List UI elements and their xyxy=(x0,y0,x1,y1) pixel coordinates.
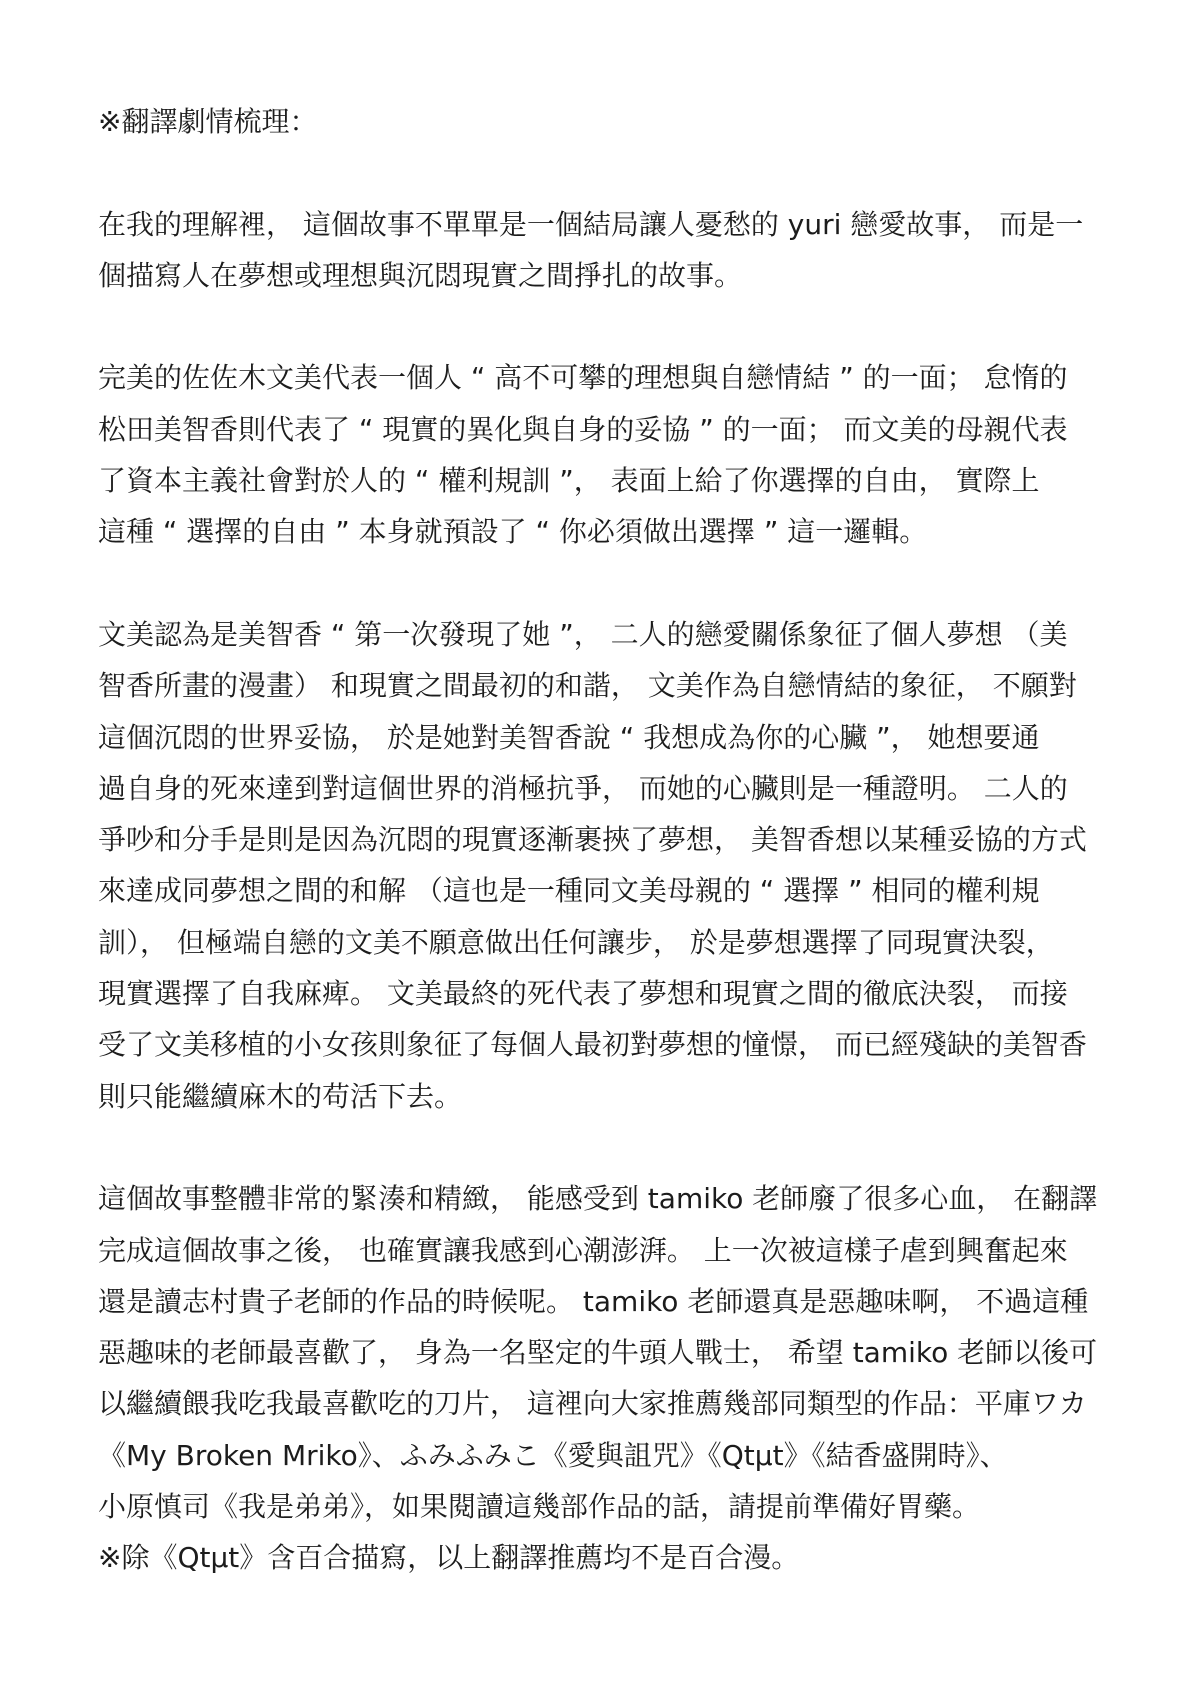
text-line: 爭吵和分手是則是因為沉悶的現實逐漸裹挾了夢想， 美智香想以某種妥協的方式 xyxy=(98,823,1087,857)
text-line: 松田美智香則代表了 “ 現實的異化與自身的妥協 ” 的一面； 而文美的母親代表 xyxy=(98,412,1068,446)
text-line: 訓）， 但極端自戀的文美不願意做出任何讓步， 於是夢想選擇了同現實決裂， xyxy=(98,925,1054,959)
paragraph-spacer xyxy=(98,147,1140,198)
text-line: 這個沉悶的世界妥協， 於是她對美智香說 “ 我想成為你的心臟 ”， 她想要通 xyxy=(98,720,1040,754)
text-line: 文美認為是美智香 “ 第一次發現了她 ”， 二人的戀愛關係象征了個人夢想 （美 xyxy=(98,617,1068,651)
paragraph-spacer xyxy=(98,301,1140,352)
doc-heading: ※翻譯劇情梳理： xyxy=(98,105,318,138)
text-line: 還是讀志村貴子老師的作品的時候呢。 tamiko 老師還真是惡趣味啊， 不過這種 xyxy=(98,1284,1089,1318)
text-line: 以繼續餵我吃我最喜歡吃的刀片， 這裡向大家推薦幾部同類型的作品：平庫ワカ xyxy=(98,1387,1087,1421)
text-line: 個描寫人在夢想或理想與沉悶現實之間掙扎的故事。 xyxy=(98,258,743,292)
text-line: 《My Broken Mriko》、ふみふみこ《愛與詛咒》《Qtμt》《結香盛開時》、 xyxy=(98,1438,1008,1472)
text-line: 完成這個故事之後， 也確實讓我感到心潮澎湃。 上一次被這樣子虐到興奮起來 xyxy=(98,1233,1068,1267)
paragraph-2 xyxy=(98,352,1140,557)
text-line: 小原慎司《我是弟弟》，如果閱讀這幾部作品的話，請提前準備好胃藥。 xyxy=(98,1490,981,1524)
paragraph-spacer xyxy=(98,558,1140,609)
text-line: 在我的理解裡， 這個故事不單單是一個結局讓人憂愁的 yuri 戀愛故事， 而是一 xyxy=(98,207,1084,241)
text-line: 則只能繼續麻木的苟活下去。 xyxy=(98,1079,463,1113)
text-line: 過自身的死來達到對這個世界的消極抗爭， 而她的心臟則是一種證明。 二人的 xyxy=(98,771,1068,805)
text-line: 這種 “ 選擇的自由 ” 本身就預設了 “ 你必須做出選擇 ” 這一邏輯。 xyxy=(98,515,928,549)
paragraph-4 xyxy=(98,1173,1140,1532)
paragraph-1 xyxy=(98,199,1140,302)
text-line: 來達成同夢想之間的和解 （這也是一種同文美母親的 “ 選擇 ” 相同的權利規 xyxy=(98,874,1040,908)
text-line: 智香所畫的漫畫） 和現實之間最初的和諧， 文美作為自戀情結的象征， 不願對 xyxy=(98,669,1077,703)
paragraph-spacer xyxy=(98,1122,1140,1173)
text-line: 這個故事整體非常的緊湊和精緻， 能感受到 tamiko 老師廢了很多心血， 在翻譯 xyxy=(98,1182,1098,1216)
text-line: 了資本主義社會對於人的 “ 權利規訓 ”， 表面上給了你選擇的自由， 實際上 xyxy=(98,464,1040,498)
text-line: 現實選擇了自我麻痺。 文美最終的死代表了夢想和現實之間的徹底決裂， 而接 xyxy=(98,977,1068,1011)
footnote: ※除《Qtμt》含百合描寫，以上翻譯推薦均不是百合漫。 xyxy=(98,1541,800,1575)
text-line: 完美的佐佐木文美代表一個人 “ 高不可攀的理想與自戀情結 ” 的一面； 怠惰的 xyxy=(98,361,1068,395)
paragraph-3 xyxy=(98,609,1140,1122)
text-line: 受了文美移植的小女孩則象征了每個人最初對夢想的憧憬， 而已經殘缺的美智香 xyxy=(98,1028,1087,1062)
text-line: 惡趣味的老師最喜歡了， 身為一名堅定的牛頭人戰士， 希望 tamiko 老師以後可 xyxy=(98,1336,1098,1370)
